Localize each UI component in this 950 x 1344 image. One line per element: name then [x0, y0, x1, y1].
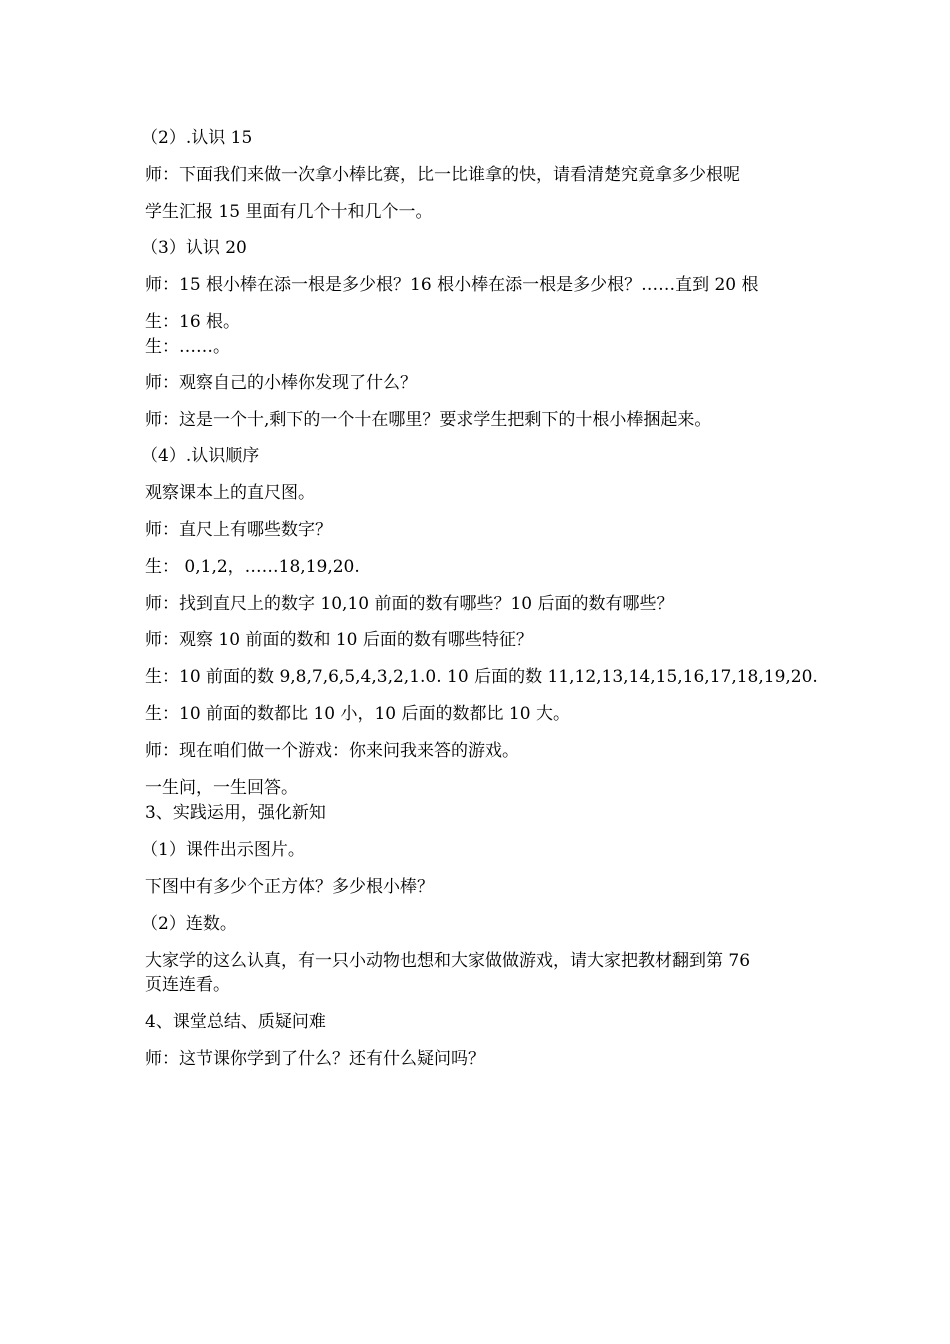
heading-recognize-order: （4）.认识顺序 [141, 446, 260, 466]
teacher-line-features: 师：观察 10 前面的数和 10 后面的数有哪些特征？ [145, 630, 533, 650]
heading-summary: 4、课堂总结、质疑问难 [145, 1012, 326, 1032]
heading-recognize-20: （3）认识 20 [141, 238, 247, 258]
heading-practice: 3、实践运用，强化新知 [145, 803, 326, 823]
student-line-ellipsis: 生：……。 [145, 337, 230, 357]
student-report-line: 学生汇报 15 里面有几个十和几个一。 [145, 202, 433, 222]
student-line-ruler-numbers: 生： 0,1,2，……18,19,20. [145, 557, 360, 577]
ruler-observe-line: 观察课本上的直尺图。 [145, 483, 315, 503]
teacher-line-find-10: 师：找到直尺上的数字 10,10 前面的数有哪些？10 后面的数有哪些？ [145, 594, 674, 614]
heading-recognize-15: （2）.认识 15 [141, 128, 253, 148]
textbook-line-cont: 页连连看。 [145, 975, 230, 995]
heading-connect-numbers: （2）连数。 [141, 914, 237, 934]
textbook-line: 大家学的这么认真，有一只小动物也想和大家做做游戏，请大家把教材翻到第 76 [145, 951, 751, 971]
question-line-cubes: 下图中有多少个正方体？多少根小棒？ [145, 877, 434, 897]
student-line-list-numbers: 生：10 前面的数 9,8,7,6,5,4,3,2,1.0. 10 后面的数 11,12,13,14,15,16,17,18,19,20. [145, 667, 818, 687]
student-line-16: 生：16 根。 [145, 312, 241, 332]
teacher-line-add-stick: 师：15 根小棒在添一根是多少根？16 根小棒在添一根是多少根？……直到 20 根 [145, 275, 759, 295]
teacher-line-summary: 师：这节课你学到了什么？还有什么疑问吗？ [145, 1049, 485, 1069]
heading-show-pictures: （1）课件出示图片。 [141, 840, 305, 860]
teacher-line-ruler-numbers: 师：直尺上有哪些数字？ [145, 520, 332, 540]
teacher-line-game: 师：现在咱们做一个游戏：你来问我来答的游戏。 [145, 741, 519, 761]
teacher-line-bundle: 师：这是一个十,剩下的一个十在哪里？要求学生把剩下的十根小棒捆起来。 [145, 410, 712, 430]
teacher-line-observe: 师：观察自己的小棒你发现了什么？ [145, 373, 417, 393]
teacher-line-stick-contest: 师：下面我们来做一次拿小棒比赛，比一比谁拿的快，请看清楚究竟拿多少根呢 [145, 165, 740, 185]
game-line: 一生问，一生回答。 [145, 778, 298, 798]
student-line-compare: 生：10 前面的数都比 10 小，10 后面的数都比 10 大。 [145, 704, 570, 724]
